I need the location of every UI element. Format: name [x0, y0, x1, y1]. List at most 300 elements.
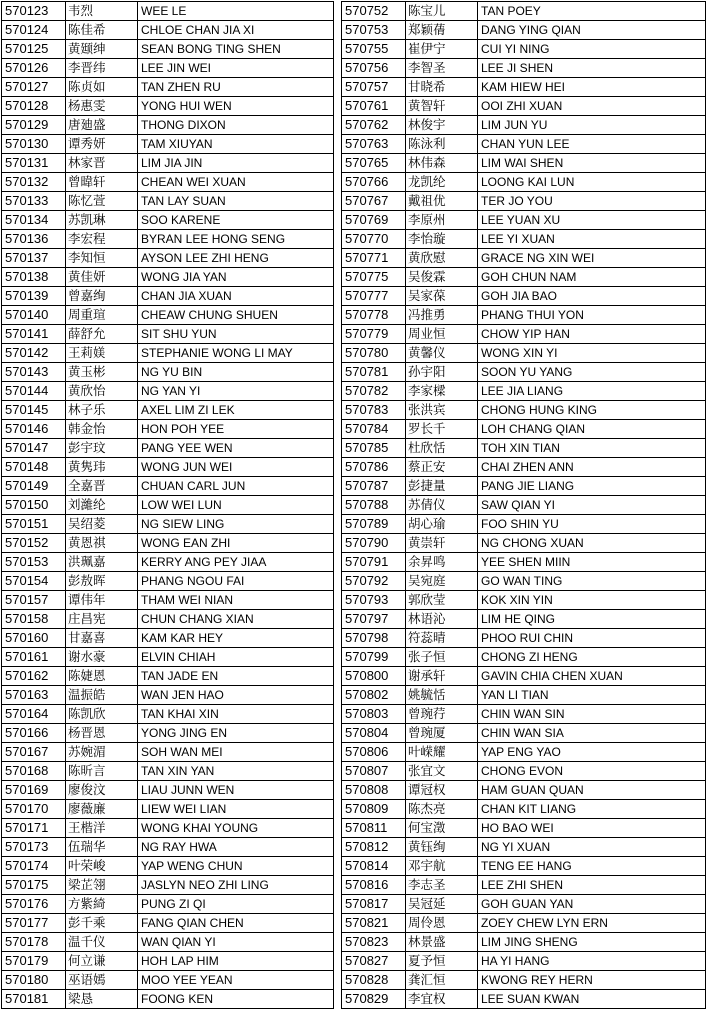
chinese-name-cell: 廖薇廉 — [66, 800, 138, 819]
student-id-cell: 570146 — [2, 420, 66, 439]
chinese-name-cell: 陈婕恩 — [66, 667, 138, 686]
table-row — [342, 610, 706, 629]
table-row — [342, 629, 706, 648]
table-row — [342, 572, 706, 591]
student-id-cell: 570821 — [342, 914, 406, 933]
table-row — [342, 287, 706, 306]
student-id-cell: 570793 — [342, 591, 406, 610]
student-id-cell: 570161 — [2, 648, 66, 667]
english-name-cell: AXEL LIM ZI LEK — [138, 401, 334, 420]
chinese-name-cell: 曾琬厦 — [406, 724, 478, 743]
student-id-cell: 570767 — [342, 192, 406, 211]
student-id-cell: 570148 — [2, 458, 66, 477]
table-row — [2, 344, 334, 363]
chinese-name-cell: 戴祖优 — [406, 192, 478, 211]
chinese-name-cell: 张宜文 — [406, 762, 478, 781]
student-id-cell: 570797 — [342, 610, 406, 629]
table-row — [342, 21, 706, 40]
english-name-cell: CHONG ZI HENG — [478, 648, 706, 667]
english-name-cell: NG YAN YI — [138, 382, 334, 401]
chinese-name-cell: 邓宇航 — [406, 857, 478, 876]
chinese-name-cell: 龙凯纶 — [406, 173, 478, 192]
table-row — [342, 420, 706, 439]
english-name-cell: ELVIN CHIAH — [138, 648, 334, 667]
table-row — [342, 59, 706, 78]
student-id-cell: 570173 — [2, 838, 66, 857]
chinese-name-cell: 姚毓恬 — [406, 686, 478, 705]
chinese-name-cell: 郭欣莹 — [406, 591, 478, 610]
english-name-cell: SOON YU YANG — [478, 363, 706, 382]
english-name-cell: WAN JEN HAO — [138, 686, 334, 705]
student-id-cell: 570792 — [342, 572, 406, 591]
student-id-cell: 570150 — [2, 496, 66, 515]
student-id-cell: 570168 — [2, 762, 66, 781]
table-row — [342, 895, 706, 914]
table-row — [2, 458, 334, 477]
student-id-cell: 570791 — [342, 553, 406, 572]
english-name-cell: WEE LE — [138, 2, 334, 21]
chinese-name-cell: 彭宇玟 — [66, 439, 138, 458]
english-name-cell: PHANG THUI YON — [478, 306, 706, 325]
chinese-name-cell: 薛舒允 — [66, 325, 138, 344]
chinese-name-cell: 曾暐轩 — [66, 173, 138, 192]
student-id-cell: 570769 — [342, 211, 406, 230]
english-name-cell: LEE ZHI SHEN — [478, 876, 706, 895]
student-id-cell: 570149 — [2, 477, 66, 496]
chinese-name-cell: 谭秀妍 — [66, 135, 138, 154]
chinese-name-cell: 温振皓 — [66, 686, 138, 705]
english-name-cell: WONG XIN YI — [478, 344, 706, 363]
student-id-cell: 570803 — [342, 705, 406, 724]
chinese-name-cell: 孙宇阳 — [406, 363, 478, 382]
chinese-name-cell: 温千仪 — [66, 933, 138, 952]
chinese-name-cell: 张子恒 — [406, 648, 478, 667]
chinese-name-cell: 伍瑞华 — [66, 838, 138, 857]
table-row — [2, 572, 334, 591]
english-name-cell: NG RAY HWA — [138, 838, 334, 857]
student-id-cell: 570812 — [342, 838, 406, 857]
english-name-cell: GOH GUAN YAN — [478, 895, 706, 914]
english-name-cell: LEE SUAN KWAN — [478, 990, 706, 1009]
chinese-name-cell: 杨晋恩 — [66, 724, 138, 743]
english-name-cell: TAN JADE EN — [138, 667, 334, 686]
english-name-cell: TAN POEY — [478, 2, 706, 21]
table-row — [2, 914, 334, 933]
english-name-cell: LIM HE QING — [478, 610, 706, 629]
english-name-cell: TER JO YOU — [478, 192, 706, 211]
chinese-name-cell: 何立谦 — [66, 952, 138, 971]
table-row — [342, 971, 706, 990]
table-row — [342, 211, 706, 230]
student-id-cell: 570808 — [342, 781, 406, 800]
english-name-cell: LIEW WEI LIAN — [138, 800, 334, 819]
student-id-cell: 570816 — [342, 876, 406, 895]
student-id-cell: 570784 — [342, 420, 406, 439]
table-row — [2, 401, 334, 420]
english-name-cell: LIM WAI SHEN — [478, 154, 706, 173]
english-name-cell: CHAI ZHEN ANN — [478, 458, 706, 477]
table-row — [2, 135, 334, 154]
table-row — [2, 268, 334, 287]
table-row — [342, 306, 706, 325]
english-name-cell: GAVIN CHIA CHEN XUAN — [478, 667, 706, 686]
student-id-cell: 570174 — [2, 857, 66, 876]
english-name-cell: THAM WEI NIAN — [138, 591, 334, 610]
table-row — [342, 268, 706, 287]
chinese-name-cell: 周业恒 — [406, 325, 478, 344]
table-row — [2, 743, 334, 762]
table-row — [2, 591, 334, 610]
english-name-cell: SEAN BONG TING SHEN — [138, 40, 334, 59]
chinese-name-cell: 陈忆萱 — [66, 192, 138, 211]
english-name-cell: HA YI HANG — [478, 952, 706, 971]
english-name-cell: LOONG KAI LUN — [478, 173, 706, 192]
table-row — [342, 705, 706, 724]
english-name-cell: YEE SHEN MIIN — [478, 553, 706, 572]
student-id-cell: 570178 — [2, 933, 66, 952]
student-id-cell: 570771 — [342, 249, 406, 268]
table-row — [2, 306, 334, 325]
english-name-cell: FOONG KEN — [138, 990, 334, 1009]
chinese-name-cell: 彭敖晖 — [66, 572, 138, 591]
table-row — [342, 496, 706, 515]
english-name-cell: CHAN JIA XUAN — [138, 287, 334, 306]
chinese-name-cell: 吴绍菱 — [66, 515, 138, 534]
english-name-cell: PANG JIE LIANG — [478, 477, 706, 496]
table-row — [2, 800, 334, 819]
chinese-name-cell: 林俊宇 — [406, 116, 478, 135]
student-id-cell: 570162 — [2, 667, 66, 686]
table-row — [342, 800, 706, 819]
student-id-cell: 570137 — [2, 249, 66, 268]
english-name-cell: TAN KHAI XIN — [138, 705, 334, 724]
student-id-cell: 570809 — [342, 800, 406, 819]
chinese-name-cell: 吴家葆 — [406, 287, 478, 306]
chinese-name-cell: 王楷洋 — [66, 819, 138, 838]
chinese-name-cell: 谢承轩 — [406, 667, 478, 686]
student-id-cell: 570799 — [342, 648, 406, 667]
chinese-name-cell: 黄佳妍 — [66, 268, 138, 287]
student-id-cell: 570169 — [2, 781, 66, 800]
chinese-name-cell: 黄欣怡 — [66, 382, 138, 401]
student-id-cell: 570145 — [2, 401, 66, 420]
chinese-name-cell: 彭捷量 — [406, 477, 478, 496]
english-name-cell: LEE JIN WEI — [138, 59, 334, 78]
student-id-cell: 570171 — [2, 819, 66, 838]
english-name-cell: CHLOE CHAN JIA XI — [138, 21, 334, 40]
table-row — [342, 97, 706, 116]
english-name-cell: HOH LAP HIM — [138, 952, 334, 971]
english-name-cell: LEE JIA LIANG — [478, 382, 706, 401]
chinese-name-cell: 张洪宾 — [406, 401, 478, 420]
student-id-cell: 570798 — [342, 629, 406, 648]
table-row — [342, 249, 706, 268]
student-id-cell: 570163 — [2, 686, 66, 705]
chinese-name-cell: 曾琬荇 — [406, 705, 478, 724]
student-id-cell: 570817 — [342, 895, 406, 914]
student-id-cell: 570131 — [2, 154, 66, 173]
table-row — [2, 876, 334, 895]
table-row — [2, 553, 334, 572]
table-row — [342, 363, 706, 382]
table-row — [2, 819, 334, 838]
student-id-cell: 570158 — [2, 610, 66, 629]
table-row — [342, 781, 706, 800]
student-id-cell: 570157 — [2, 591, 66, 610]
table-row — [2, 686, 334, 705]
table-row — [2, 648, 334, 667]
english-name-cell: WAN QIAN YI — [138, 933, 334, 952]
chinese-name-cell: 林伟森 — [406, 154, 478, 173]
table-row — [2, 781, 334, 800]
chinese-name-cell: 吴俊霖 — [406, 268, 478, 287]
english-name-cell: CHIN WAN SIA — [478, 724, 706, 743]
student-id-cell: 570180 — [2, 971, 66, 990]
english-name-cell: WONG JUN WEI — [138, 458, 334, 477]
english-name-cell: BYRAN LEE HONG SENG — [138, 230, 334, 249]
student-id-cell: 570128 — [2, 97, 66, 116]
english-name-cell: LIM JIA JIN — [138, 154, 334, 173]
table-row — [2, 363, 334, 382]
chinese-name-cell: 黄智轩 — [406, 97, 478, 116]
chinese-name-cell: 叶嵘耀 — [406, 743, 478, 762]
student-id-cell: 570765 — [342, 154, 406, 173]
chinese-name-cell: 黄钰绚 — [406, 838, 478, 857]
table-row — [2, 287, 334, 306]
student-id-cell: 570132 — [2, 173, 66, 192]
student-id-cell: 570780 — [342, 344, 406, 363]
chinese-name-cell: 林家晋 — [66, 154, 138, 173]
english-name-cell: TAN ZHEN RU — [138, 78, 334, 97]
student-id-cell: 570129 — [2, 116, 66, 135]
table-row — [342, 838, 706, 857]
table-row — [2, 952, 334, 971]
chinese-name-cell: 林语沁 — [406, 610, 478, 629]
student-id-cell: 570177 — [2, 914, 66, 933]
english-name-cell: CUI YI NING — [478, 40, 706, 59]
table-row — [2, 857, 334, 876]
english-name-cell: SOO KARENE — [138, 211, 334, 230]
chinese-name-cell: 陈昕言 — [66, 762, 138, 781]
chinese-name-cell: 谢水豪 — [66, 648, 138, 667]
student-id-cell: 570806 — [342, 743, 406, 762]
english-name-cell: YAP WENG CHUN — [138, 857, 334, 876]
table-row — [342, 2, 706, 21]
chinese-name-cell: 梁芷翎 — [66, 876, 138, 895]
chinese-name-cell: 苏凯琳 — [66, 211, 138, 230]
student-id-cell: 570823 — [342, 933, 406, 952]
english-name-cell: CHEAN WEI XUAN — [138, 173, 334, 192]
chinese-name-cell: 林景盛 — [406, 933, 478, 952]
chinese-name-cell: 李家樑 — [406, 382, 478, 401]
student-id-cell: 570141 — [2, 325, 66, 344]
student-id-cell: 570130 — [2, 135, 66, 154]
english-name-cell: WONG EAN ZHI — [138, 534, 334, 553]
english-name-cell: LEE JI SHEN — [478, 59, 706, 78]
student-id-cell: 570777 — [342, 287, 406, 306]
table-row — [342, 553, 706, 572]
english-name-cell: KAM HIEW HEI — [478, 78, 706, 97]
table-row — [2, 382, 334, 401]
english-name-cell: LIM JUN YU — [478, 116, 706, 135]
student-id-cell: 570789 — [342, 515, 406, 534]
student-id-cell: 570783 — [342, 401, 406, 420]
english-name-cell: WONG KHAI YOUNG — [138, 819, 334, 838]
chinese-name-cell: 陈凯欣 — [66, 705, 138, 724]
chinese-name-cell: 李志圣 — [406, 876, 478, 895]
student-id-cell: 570175 — [2, 876, 66, 895]
table-row — [342, 135, 706, 154]
table-row — [2, 230, 334, 249]
table-row — [342, 192, 706, 211]
chinese-name-cell: 李智圣 — [406, 59, 478, 78]
chinese-name-cell: 吴冠延 — [406, 895, 478, 914]
chinese-name-cell: 冯推勇 — [406, 306, 478, 325]
table-row — [2, 610, 334, 629]
english-name-cell: CHIN WAN SIN — [478, 705, 706, 724]
english-name-cell: TOH XIN TIAN — [478, 439, 706, 458]
table-row — [342, 534, 706, 553]
english-name-cell: CHAN YUN LEE — [478, 135, 706, 154]
student-id-cell: 570154 — [2, 572, 66, 591]
chinese-name-cell: 黄玉彬 — [66, 363, 138, 382]
chinese-name-cell: 全嘉晋 — [66, 477, 138, 496]
table-row — [2, 838, 334, 857]
english-name-cell: WONG JIA YAN — [138, 268, 334, 287]
student-id-cell: 570125 — [2, 40, 66, 59]
english-name-cell: THONG DIXON — [138, 116, 334, 135]
table-row — [2, 59, 334, 78]
table-row — [2, 173, 334, 192]
student-id-cell: 570166 — [2, 724, 66, 743]
chinese-name-cell: 吴宛庭 — [406, 572, 478, 591]
student-id-cell: 570757 — [342, 78, 406, 97]
student-id-cell: 570136 — [2, 230, 66, 249]
table-row — [2, 192, 334, 211]
english-name-cell: NG YI XUAN — [478, 838, 706, 857]
student-id-cell: 570800 — [342, 667, 406, 686]
chinese-name-cell: 陈佳希 — [66, 21, 138, 40]
table-row — [342, 477, 706, 496]
chinese-name-cell: 陈宝儿 — [406, 2, 478, 21]
student-id-cell: 570124 — [2, 21, 66, 40]
chinese-name-cell: 李知恒 — [66, 249, 138, 268]
student-id-cell: 570151 — [2, 515, 66, 534]
chinese-name-cell: 郑颖蒨 — [406, 21, 478, 40]
chinese-name-cell: 苏倩仪 — [406, 496, 478, 515]
chinese-name-cell: 何宝澂 — [406, 819, 478, 838]
chinese-name-cell: 陈泳利 — [406, 135, 478, 154]
chinese-name-cell: 周重瑄 — [66, 306, 138, 325]
english-name-cell: KOK XIN YIN — [478, 591, 706, 610]
english-name-cell: ZOEY CHEW LYN ERN — [478, 914, 706, 933]
student-id-cell: 570127 — [2, 78, 66, 97]
english-name-cell: NG SIEW LING — [138, 515, 334, 534]
student-id-cell: 570133 — [2, 192, 66, 211]
chinese-name-cell: 杨惠雯 — [66, 97, 138, 116]
table-row — [2, 249, 334, 268]
chinese-name-cell: 刘濰纶 — [66, 496, 138, 515]
student-id-cell: 570828 — [342, 971, 406, 990]
chinese-name-cell: 周伶恩 — [406, 914, 478, 933]
table-row — [2, 667, 334, 686]
table-row — [342, 857, 706, 876]
english-name-cell: DANG YING QIAN — [478, 21, 706, 40]
english-name-cell: YAP ENG YAO — [478, 743, 706, 762]
chinese-name-cell: 梁恳 — [66, 990, 138, 1009]
table-row — [342, 325, 706, 344]
student-id-cell: 570781 — [342, 363, 406, 382]
english-name-cell: KERRY ANG PEY JIAA — [138, 553, 334, 572]
table-row — [342, 230, 706, 249]
english-name-cell: GO WAN TING — [478, 572, 706, 591]
table-row — [2, 154, 334, 173]
table-row — [2, 211, 334, 230]
chinese-name-cell: 李原州 — [406, 211, 478, 230]
student-id-cell: 570147 — [2, 439, 66, 458]
english-name-cell: CHONG HUNG KING — [478, 401, 706, 420]
english-name-cell: LOH CHANG QIAN — [478, 420, 706, 439]
chinese-name-cell: 巫语嫣 — [66, 971, 138, 990]
table-row — [342, 40, 706, 59]
chinese-name-cell: 苏婉湄 — [66, 743, 138, 762]
chinese-name-cell: 陈贞如 — [66, 78, 138, 97]
chinese-name-cell: 余昇鸣 — [406, 553, 478, 572]
table-row — [2, 762, 334, 781]
chinese-name-cell: 王莉媄 — [66, 344, 138, 363]
table-row — [342, 914, 706, 933]
chinese-name-cell: 黄恩祺 — [66, 534, 138, 553]
table-row — [342, 952, 706, 971]
english-name-cell: AYSON LEE ZHI HENG — [138, 249, 334, 268]
english-name-cell: CHAN KIT LIANG — [478, 800, 706, 819]
chinese-name-cell: 甘晓希 — [406, 78, 478, 97]
table-row — [342, 762, 706, 781]
student-id-cell: 570779 — [342, 325, 406, 344]
english-name-cell: LOW WEI LUN — [138, 496, 334, 515]
english-name-cell: PHANG NGOU FAI — [138, 572, 334, 591]
english-name-cell: FOO SHIN YU — [478, 515, 706, 534]
student-id-cell: 570164 — [2, 705, 66, 724]
english-name-cell: NG CHONG XUAN — [478, 534, 706, 553]
english-name-cell: TAN XIN YAN — [138, 762, 334, 781]
table-row — [342, 667, 706, 686]
chinese-name-cell: 谭冠权 — [406, 781, 478, 800]
chinese-name-cell: 陈杰亮 — [406, 800, 478, 819]
chinese-name-cell: 李怡璇 — [406, 230, 478, 249]
english-name-cell: PUNG ZI QI — [138, 895, 334, 914]
english-name-cell: LEE YI XUAN — [478, 230, 706, 249]
student-id-cell: 570829 — [342, 990, 406, 1009]
table-row — [342, 515, 706, 534]
table-row — [342, 686, 706, 705]
english-name-cell: TENG EE HANG — [478, 857, 706, 876]
student-id-cell: 570153 — [2, 553, 66, 572]
table-row — [342, 382, 706, 401]
chinese-name-cell: 廖俊汶 — [66, 781, 138, 800]
student-id-cell: 570144 — [2, 382, 66, 401]
student-id-cell: 570761 — [342, 97, 406, 116]
student-id-cell: 570778 — [342, 306, 406, 325]
student-id-cell: 570179 — [2, 952, 66, 971]
student-id-cell: 570753 — [342, 21, 406, 40]
student-id-cell: 570785 — [342, 439, 406, 458]
student-id-cell: 570134 — [2, 211, 66, 230]
student-id-cell: 570167 — [2, 743, 66, 762]
student-list-right-table — [341, 1, 706, 1009]
table-row — [342, 876, 706, 895]
english-name-cell: LEE YUAN XU — [478, 211, 706, 230]
